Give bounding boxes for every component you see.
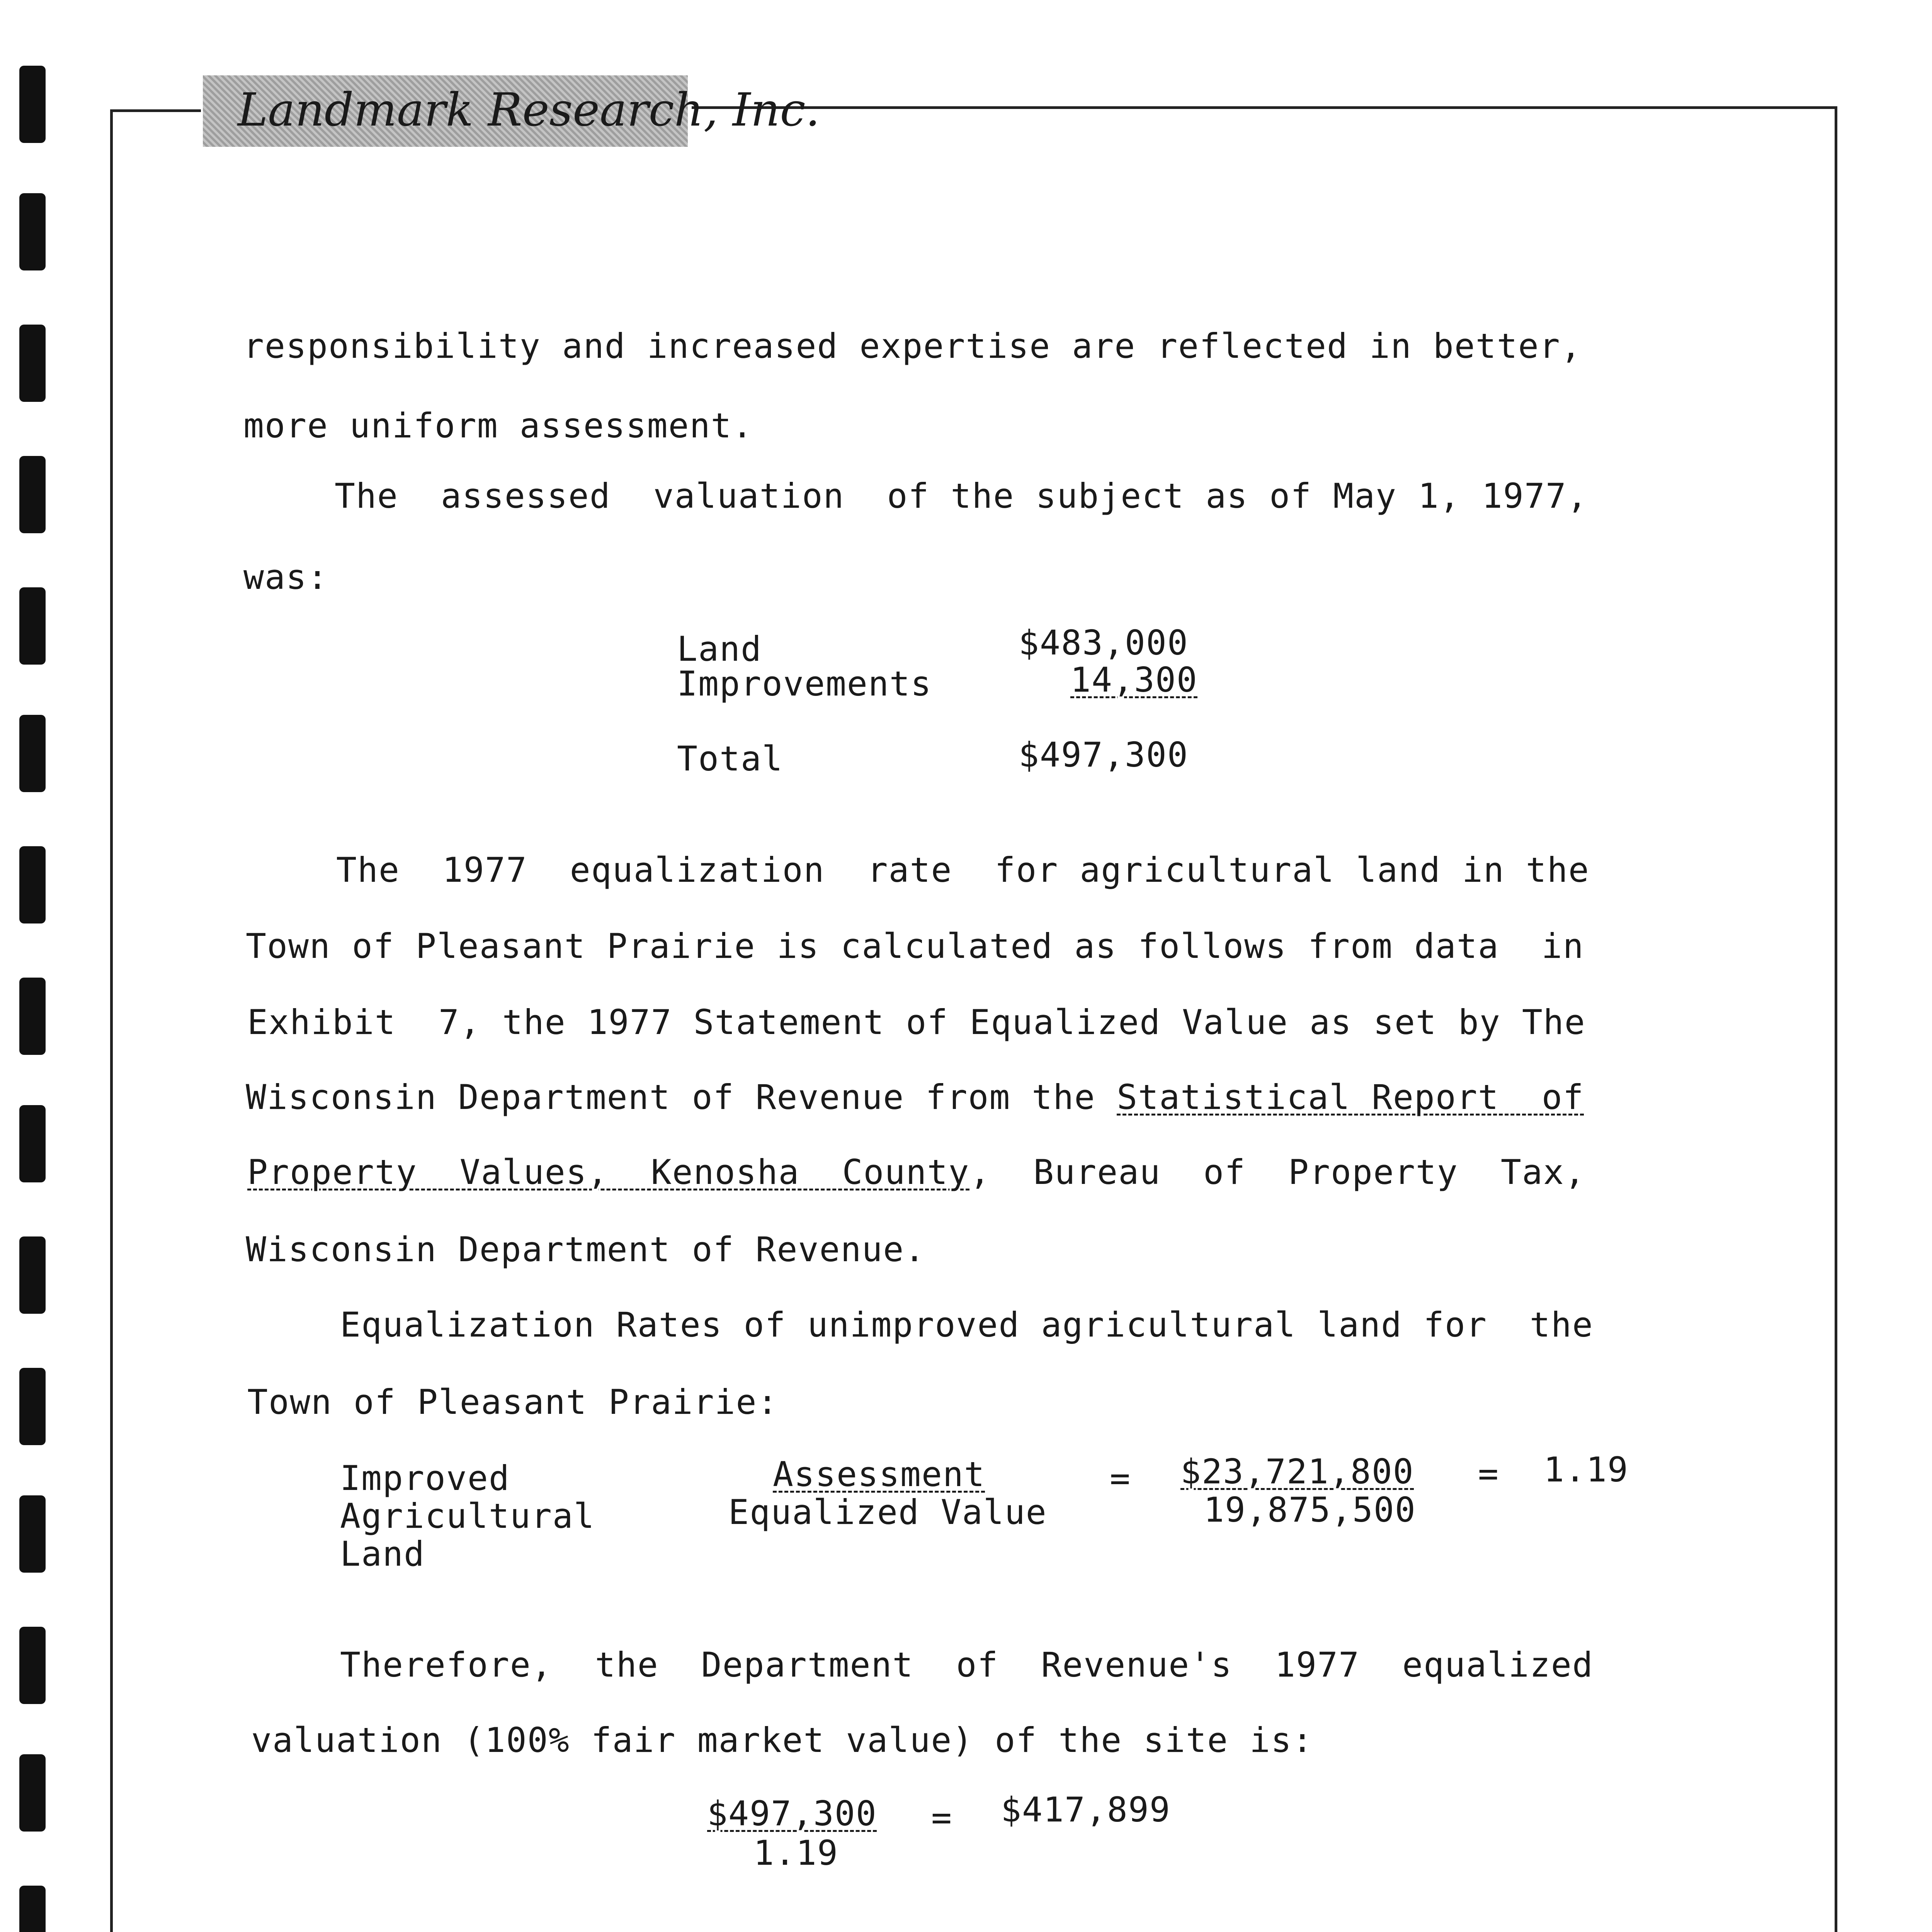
land-value: $483,000 xyxy=(1019,623,1189,663)
text-line xyxy=(247,1152,1586,1192)
binding-hole xyxy=(19,1627,46,1704)
rate-result: 1.19 xyxy=(1544,1450,1629,1490)
frame-border-left xyxy=(110,109,113,1932)
text-line: Town of Pleasant Prairie is calculated as follows from data in xyxy=(246,926,1584,966)
company-logo xyxy=(203,75,820,147)
total-label: Total xyxy=(677,739,783,779)
binding-hole xyxy=(19,1886,46,1932)
binding-hole xyxy=(19,1236,46,1314)
text-line: was: xyxy=(243,557,328,597)
assessed-total: $497,300 xyxy=(707,1794,877,1833)
binding-hole xyxy=(19,325,46,402)
equalized-value-label: Equalized Value xyxy=(728,1492,1047,1532)
text-line: valuation (100% fair market value) of the site is: xyxy=(251,1720,1314,1760)
text-line: responsibility and increased expertise are reflected in better, xyxy=(243,326,1582,366)
frame-border-top-right xyxy=(692,106,1837,109)
binding-hole xyxy=(19,715,46,792)
text-line: Wisconsin Department of Revenue. xyxy=(246,1230,926,1269)
equalization-rate: 1.19 xyxy=(753,1833,838,1873)
equals-sign: = xyxy=(1110,1458,1131,1498)
text-line: more uniform assessment. xyxy=(243,406,753,446)
binding-hole xyxy=(19,456,46,533)
binding-hole xyxy=(19,1754,46,1832)
binding-hole xyxy=(19,587,46,665)
text-line: Exhibit 7, the 1977 Statement of Equalized Value as set by The xyxy=(247,1002,1586,1042)
report-title: Property Values, Kenosha County xyxy=(247,1152,970,1192)
binding-hole xyxy=(19,1105,46,1182)
text-line: Therefore, the Department of Revenue's 1977 equalized xyxy=(340,1645,1594,1685)
company-logo-text: Landmark Research, Inc. xyxy=(238,83,820,136)
total-value: $497,300 xyxy=(1019,735,1189,775)
equalized-value: 19,875,500 xyxy=(1204,1490,1416,1530)
text-line: The assessed valuation of the subject as of May 1, 1977, xyxy=(335,476,1588,516)
rate-label: Land xyxy=(340,1534,425,1574)
equals-sign: = xyxy=(1478,1454,1499,1493)
report-title: Statistical Report of xyxy=(1117,1077,1584,1117)
rate-label: Agricultural xyxy=(340,1496,595,1536)
assessment-value: $23,721,800 xyxy=(1180,1452,1414,1492)
improvements-value: 14,300 xyxy=(1070,660,1198,700)
text-line xyxy=(246,1077,1584,1117)
fair-market-value: $417,899 xyxy=(1001,1790,1171,1830)
assessment-label: Assessment xyxy=(773,1454,985,1494)
text-line: The 1977 equalization rate for agricultural land in the xyxy=(336,850,1590,890)
binding-hole xyxy=(19,1368,46,1445)
binding-hole xyxy=(19,66,46,143)
text-segment: Wisconsin Department of Revenue from the xyxy=(246,1077,1117,1117)
land-label: Land xyxy=(677,629,762,669)
binding-hole xyxy=(19,846,46,923)
binding-hole xyxy=(19,193,46,270)
binding-hole xyxy=(19,978,46,1055)
equals-sign: = xyxy=(931,1798,952,1837)
frame-border-top-left xyxy=(110,109,201,112)
text-line: Town of Pleasant Prairie: xyxy=(247,1382,779,1422)
rate-label: Improved xyxy=(340,1458,510,1498)
text-segment: , Bureau of Property Tax, xyxy=(969,1152,1586,1192)
frame-border-right xyxy=(1835,106,1837,1932)
improvements-label: Improvements xyxy=(677,664,932,704)
text-line: Equalization Rates of unimproved agricultural land for the xyxy=(340,1305,1594,1345)
binding-hole xyxy=(19,1495,46,1573)
